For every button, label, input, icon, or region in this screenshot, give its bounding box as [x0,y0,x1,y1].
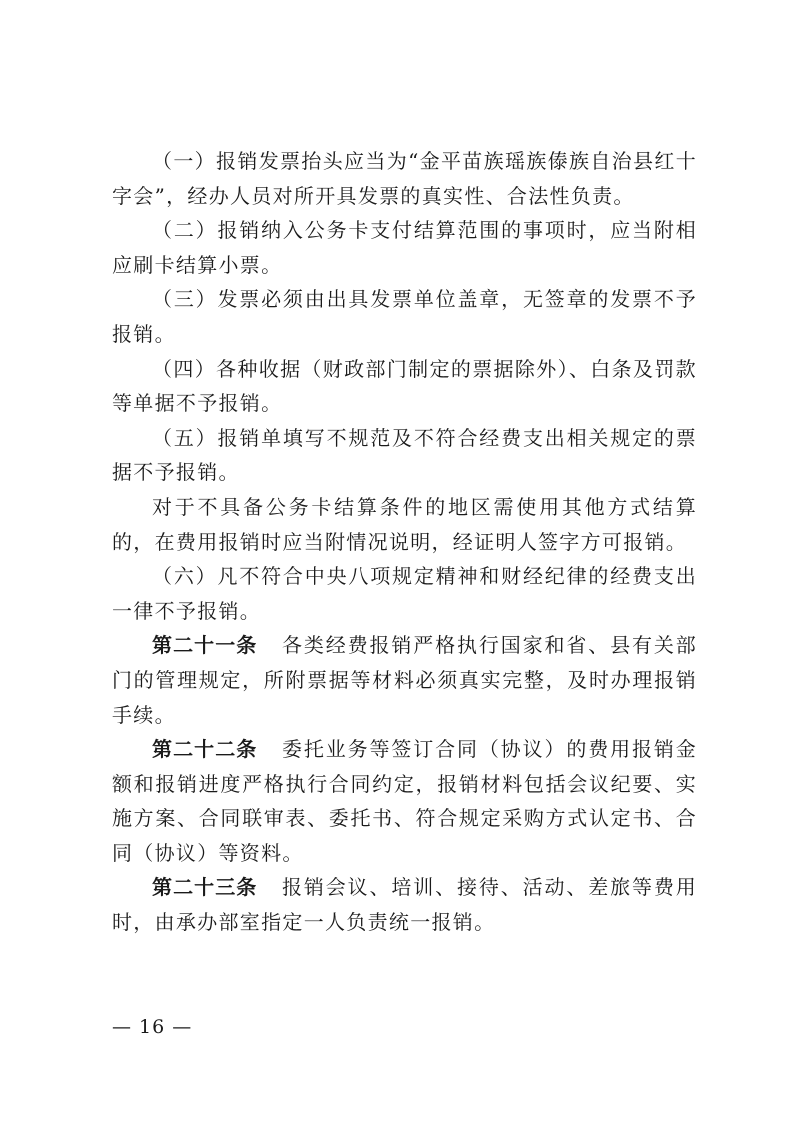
article-22-title: 第二十二条 [152,737,258,762]
document-body [112,144,697,940]
article-21 [112,628,697,732]
article-23 [112,870,697,939]
paragraph-item-4: （四）各种收据（财政部门制定的票据除外）、白条及罚款等单据不予报销。 [112,356,697,416]
page-number: — 16 — [112,1016,193,1038]
paragraph-item-3: （三）发票必须由出具发票单位盖章，无签章的发票不予报销。 [112,287,697,346]
paragraph-item-6: （六）凡不符合中央八项规定精神和财经纪律的经费支出一律不予报销。 [112,564,697,623]
article-23-title: 第二十三条 [152,875,258,900]
paragraph-item-5: （五）报销单填写不规范及不符合经费支出相关规定的票据不予报销。 [112,425,697,485]
article-21-text: 各类经费报销严格执行国家和省、县有关部门的管理规定，所附票据等材料必须真实完整，及时办理报销手续。 [112,633,697,727]
article-22 [112,732,697,870]
article-22-text: 委托业务等签订合同（协议）的费用报销金额和报销进度严格执行合同约定，报销材料包括会议纪要、实施方案、合同联审表、委托书、符合规定采购方式认定书、合同（协议）等资料。 [112,737,697,865]
paragraph-item-1: （一）报销发票抬头应当为“金平苗族瑶族傣族自治县红十字会”，经办人员对所开具发票的真实性、合法性负责。 [112,149,697,208]
paragraph-note: 对于不具备公务卡结算条件的地区需使用其他方式结算的，在费用报销时应当附情况说明，经证明人签字方可报销。 [112,494,697,554]
paragraph-item-2: （二）报销纳入公务卡支付结算范围的事项时，应当附相应刷卡结算小票。 [112,218,697,277]
article-21-title: 第二十一条 [152,633,258,658]
article-23-text: 报销会议、培训、接待、活动、差旅等费用时，由承办部室指定一人负责统一报销。 [112,875,697,935]
